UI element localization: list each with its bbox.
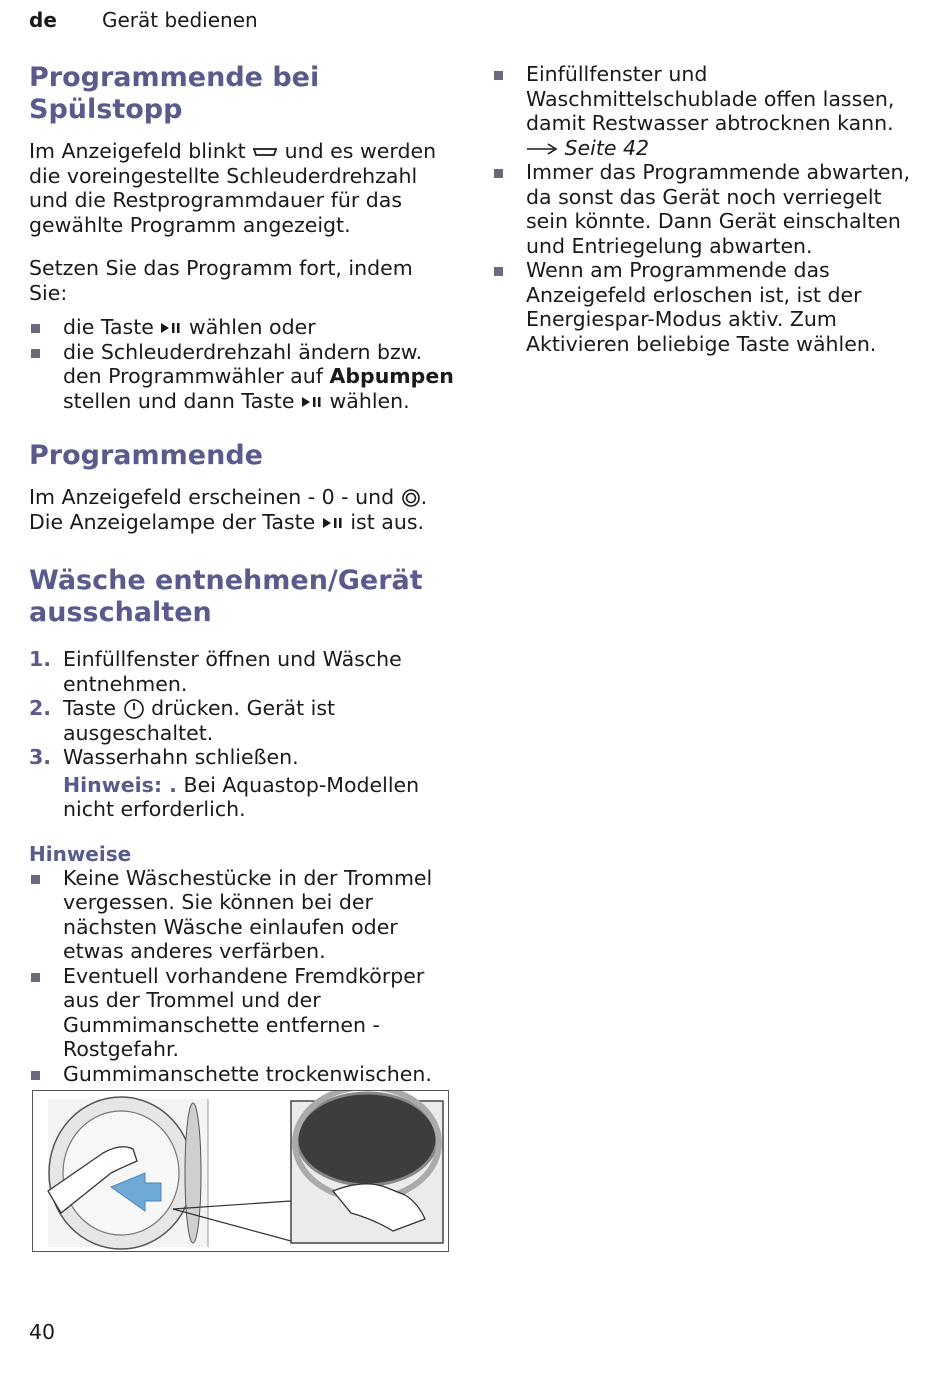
gasket-detail-drawing (291, 1091, 443, 1243)
list-item: Einfüllfenster und Waschmittelschublade offen lassen, damit Restwasser abtrocknen kann. Seite 42 (492, 62, 917, 160)
section-title: Gerät bedienen (102, 8, 258, 32)
paragraph-continue: Setzen Sie das Programm fort, indem Sie: (29, 256, 413, 305)
list-item: 1. Einfüllfenster öffnen und Wäsche entnehmen. (29, 647, 402, 696)
heading-spuelstopp: Programmende bei Spülstopp (29, 62, 320, 125)
paragraph-spuelstopp-display: Im Anzeigefeld blinkt und es werden die voreingestellte Schleuderdrehzahl und die Restprogrammdauer für das gewählte Programm angezeigt. (29, 139, 437, 237)
start-pause-icon (322, 517, 344, 529)
start-pause-icon (301, 396, 323, 408)
list-item: die Schleuderdrehzahl ändern bzw. den Programmwähler auf Abpumpen stellen und dann Taste wählen. (29, 340, 454, 414)
heading-programmende: Programmende (29, 440, 263, 471)
heading-waesche-entnehmen: Wäsche entnehmen/Gerät ausschalten (29, 565, 423, 628)
start-pause-icon (160, 322, 182, 334)
door-drawing (48, 1097, 208, 1249)
list-item: 3. Wasserhahn schließen. Hinweis: . Bei Aquastop-Modellen nicht erforderlich. (29, 745, 454, 822)
list-item: Gummimanschette trockenwischen. (29, 1062, 454, 1087)
end-symbol-icon (401, 488, 421, 508)
power-icon (123, 698, 145, 720)
list-item: Immer das Programmende abwarten, da sonst das Gerät noch verriegelt sein könnte. Dann Gerät einschalten und Entriegelung abwarten. (492, 160, 917, 258)
arrow-right-icon (526, 143, 558, 155)
tips-list (492, 62, 917, 356)
list-item: 2. Taste drücken. Gerät ist ausgeschaltet. (29, 696, 336, 745)
list-item: die Taste wählen oder (29, 315, 454, 340)
paragraph-programmende: Im Anzeigefeld erscheinen - 0 - und . Die Anzeigelampe der Taste ist aus. (29, 485, 428, 534)
right-column (492, 62, 917, 356)
list-item: Eventuell vorhandene Fremdkörper aus der Trommel und der Gummimanschette entfernen - Rostgefahr. (29, 964, 454, 1062)
illustration-drawing (33, 1091, 447, 1250)
language-code: de (29, 8, 57, 32)
left-column (29, 62, 454, 1086)
page-number: 40 (29, 1320, 56, 1344)
step-hint: Hinweis: . Bei Aquastop-Modellen nicht erforderlich. (63, 772, 420, 821)
illustration-wipe-gasket (32, 1090, 449, 1252)
page-header (29, 8, 258, 32)
heading-hinweise: Hinweise (29, 841, 132, 866)
page-reference: Seite 42 (526, 136, 649, 160)
list-item: Wenn am Programmende das Anzeigefeld erloschen ist, ist der Energiespar-Modus aktiv. Zum Aktivieren beliebige Taste wählen. (492, 258, 917, 356)
list-item: Keine Wäschestücke in der Trommel vergessen. Sie können bei der nächsten Wäsche einlaufen oder etwas anderes verfärben. (29, 866, 454, 964)
continue-options-list (29, 315, 454, 413)
rinse-hold-icon (252, 146, 278, 158)
hinweise-list (29, 866, 454, 1087)
steps-list (29, 647, 454, 822)
